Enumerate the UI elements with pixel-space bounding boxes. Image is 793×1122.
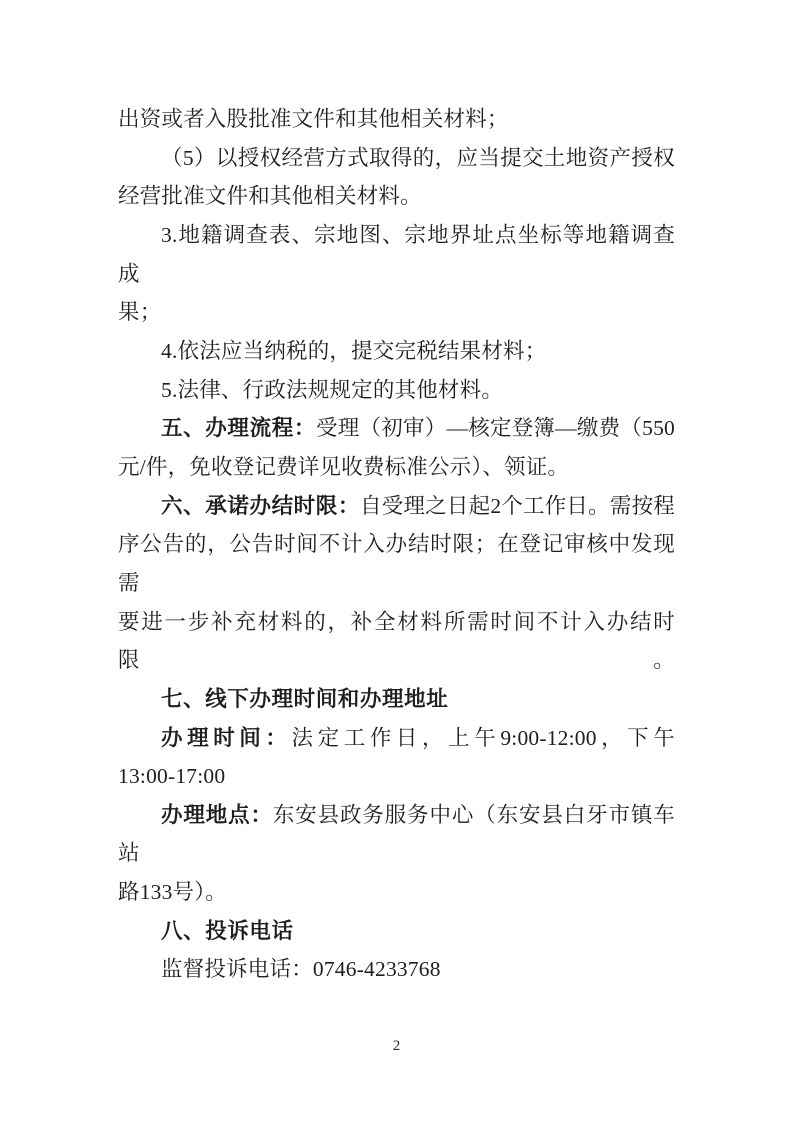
section-heading-line (118, 680, 675, 719)
line-text: 5.法律、行政法规规定的其他材料。 (161, 377, 504, 402)
line-text: （5）以授权经营方式取得的，应当提交土地资产授权 (161, 145, 675, 170)
section-heading-line (118, 912, 675, 951)
section-heading-line (118, 487, 675, 526)
line-text: 东安县政务服务中心（东安县白牙市镇车站 (118, 802, 675, 866)
doc-line (118, 525, 675, 602)
line-text: 果； (118, 300, 162, 325)
doc-line (118, 603, 675, 680)
doc-line (118, 100, 675, 139)
doc-line (118, 448, 675, 487)
section-8-heading: 八、投诉电话 (161, 918, 294, 943)
doc-line (118, 139, 675, 178)
page-number: 2 (392, 1038, 401, 1054)
line-text: 路133号）。 (118, 880, 227, 905)
line-text: 经营批准文件和其他相关材料。 (118, 184, 422, 209)
line-text: 元/件，免收登记费详见收费标准公示）、领证。 (118, 454, 570, 479)
doc-line (118, 796, 675, 873)
doc-line (118, 873, 675, 912)
line-text: 3.地籍调查表、宗地图、宗地界址点坐标等地籍调查成 (118, 222, 675, 286)
line-text: 13:00-17:00 (118, 764, 226, 789)
line-text: 受理（初审）—核定登簿—缴费（550 (316, 416, 675, 441)
doc-line (118, 293, 675, 332)
line-text: 4.依法应当纳税的，提交完税结果材料； (161, 338, 547, 363)
doc-line (118, 332, 675, 371)
line-text: 序公告的，公告时间不计入办结时限；在登记审核中发现需 (118, 532, 675, 595)
section-7-heading: 七、线下办理时间和办理地址 (161, 686, 449, 711)
office-hours-label: 办理时间： (161, 725, 292, 750)
office-location-label: 办理地点： (161, 802, 273, 827)
complaint-phone-text: 监督投诉电话：0746-4233768 (161, 957, 441, 982)
doc-line (118, 177, 675, 216)
document-body (118, 100, 675, 989)
line-text: 出资或者入股批准文件和其他相关材料； (118, 107, 509, 131)
doc-line (118, 757, 675, 796)
section-5-heading: 五、办理流程： (161, 416, 316, 441)
section-6-heading: 六、承诺办结时限： (161, 493, 361, 518)
line-text: 自受理之日起2个工作日。需按程 (360, 493, 675, 518)
section-heading-line (118, 409, 675, 448)
doc-line (118, 216, 675, 293)
line-text: 要进一步补充材料的，补全材料所需时间不计入办结时限。 (118, 609, 675, 673)
doc-line (118, 950, 675, 989)
line-text: 法定工作日，上午9:00-12:00，下午 (291, 725, 675, 750)
doc-line (118, 719, 675, 758)
doc-line (118, 371, 675, 410)
